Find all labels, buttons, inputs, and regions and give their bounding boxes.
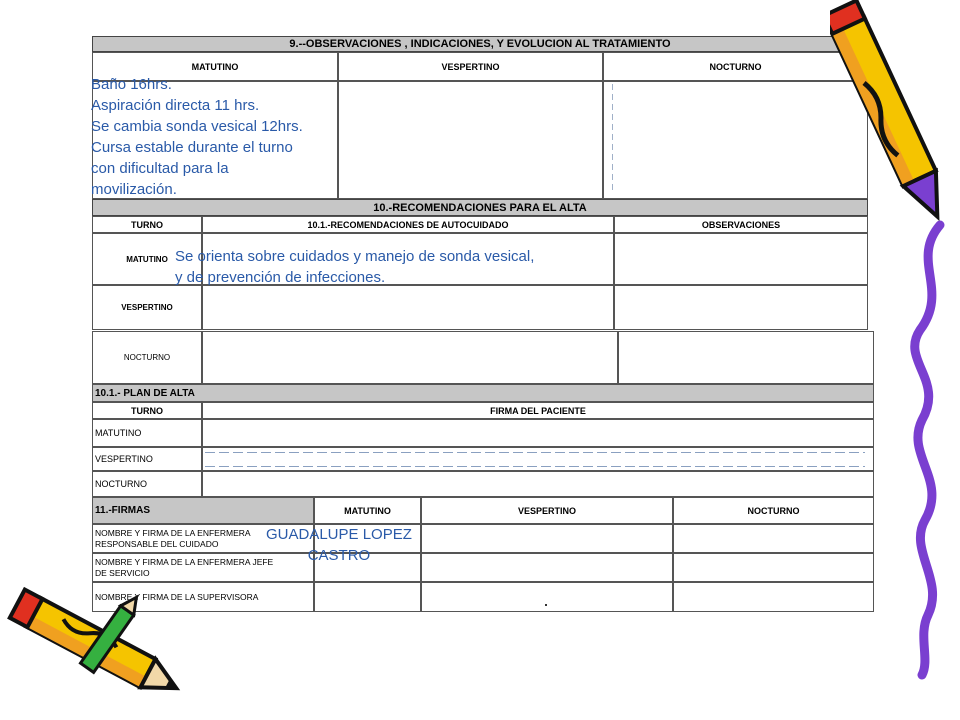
s10-matutino-obs[interactable] <box>614 233 868 285</box>
section9-title: 9.--OBSERVACIONES , INDICACIONES, Y EVOLUCION AL TRATAMIENTO <box>92 36 868 52</box>
firmas-supervisora-matutino[interactable] <box>314 582 421 612</box>
s10-col-turno: TURNO <box>92 216 202 233</box>
firmas-responsable-nocturno[interactable] <box>673 524 874 553</box>
pencil-icon <box>830 0 950 230</box>
s9-col-matutino: MATUTINO <box>92 52 338 81</box>
firmas-jefe-vespertino[interactable] <box>421 553 673 582</box>
plan-dashed-line <box>205 452 865 453</box>
firmas-row-jefe: NOMBRE Y FIRMA DE LA ENFERMERA JEFE DE SERVICIO <box>92 553 314 582</box>
plan-nocturno-sign[interactable] <box>202 471 874 497</box>
firmas-col-vespertino: VESPERTINO <box>421 497 673 524</box>
s10-vespertino-obs[interactable] <box>614 285 868 330</box>
firmas-jefe-nocturno[interactable] <box>673 553 874 582</box>
s10-nocturno-recs[interactable] <box>202 331 618 384</box>
plan-col-firma: FIRMA DEL PACIENTE <box>202 402 874 419</box>
s10-nocturno-obs[interactable] <box>618 331 874 384</box>
section10-title: 10.-RECOMENDACIONES PARA EL ALTA <box>92 199 868 216</box>
firmas-supervisora-nocturno[interactable] <box>673 582 874 612</box>
s10-col-autocuidado: 10.1.-RECOMENDACIONES DE AUTOCUIDADO <box>202 216 614 233</box>
firmas-supervisora-vespertino[interactable] <box>421 582 673 612</box>
firmas-title: 11.-FIRMAS <box>92 497 314 524</box>
plan-row-matutino: MATUTINO <box>92 419 202 447</box>
plan-row-nocturno: NOCTURNO <box>92 471 202 497</box>
firmas-col-matutino: MATUTINO <box>314 497 421 524</box>
s9-vespertino-cell[interactable] <box>338 81 603 199</box>
pencil-icon <box>0 575 190 715</box>
s10-row-matutino: MATUTINO <box>92 233 202 285</box>
s10-vespertino-recs[interactable] <box>202 285 614 330</box>
s10-row-nocturno: NOCTURNO <box>92 331 202 384</box>
firmas-responsable-vespertino[interactable] <box>421 524 673 553</box>
plan-col-turno: TURNO <box>92 402 202 419</box>
s10-row-vespertino: VESPERTINO <box>92 285 202 330</box>
s9-guide-line <box>612 84 613 194</box>
plan-matutino-sign[interactable] <box>202 419 874 447</box>
s9-col-nocturno: NOCTURNO <box>603 52 868 81</box>
plan-dashed-line <box>205 466 865 467</box>
plan-title: 10.1.- PLAN DE ALTA <box>92 384 874 402</box>
plan-vespertino-sign[interactable] <box>202 447 874 471</box>
squiggle-icon <box>900 220 960 680</box>
signature-responsable: GUADALUPE LOPEZ CASTRO <box>266 526 412 564</box>
s9-nocturno-cell[interactable] <box>603 81 868 199</box>
firmas-row-responsable: NOMBRE Y FIRMA DE LA ENFERMERA RESPONSABLE DEL CUIDADO <box>92 524 314 553</box>
s9-col-vespertino: VESPERTINO <box>338 52 603 81</box>
stray-dot <box>545 604 547 606</box>
s10-col-observaciones: OBSERVACIONES <box>614 216 868 233</box>
plan-row-vespertino: VESPERTINO <box>92 447 202 471</box>
s10-matutino-note: Se orienta sobre cuidados y manejo de sonda vesical, y de prevención de infecciones. <box>175 248 535 286</box>
firmas-row-supervisora: NOMBRE Y FIRMA DE LA SUPERVISORA <box>92 582 314 612</box>
s9-matutino-note: Baño 16hrs. Aspiración directa 11 hrs. Se cambia sonda vesical 12hrs. Cursa estable durante el turno con dificultad para la movilización. <box>91 76 303 198</box>
firmas-col-nocturno: NOCTURNO <box>673 497 874 524</box>
